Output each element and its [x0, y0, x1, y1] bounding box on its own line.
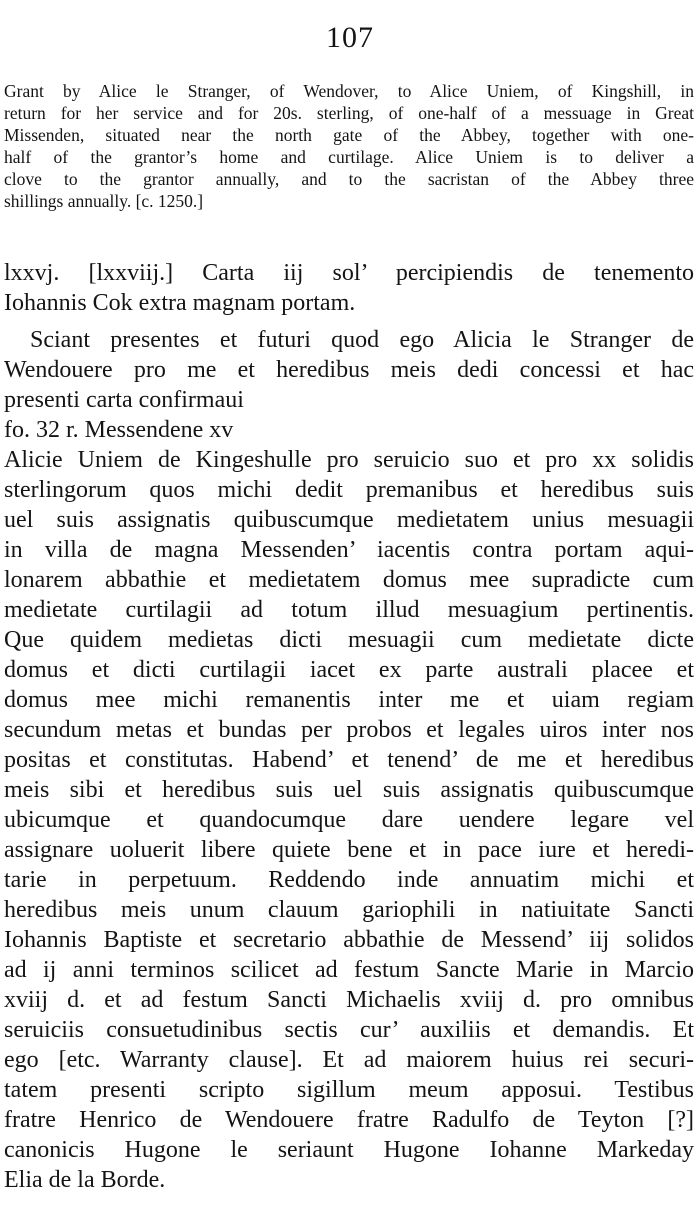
body-line: domus et dicti curtilagii iacet ex parte australi placee et — [4, 657, 694, 683]
summary-line: half of the grantor’s home and curtilage. Alice Uniem is to deliver a — [4, 147, 694, 167]
body-line: tatem presenti scripto sigillum meum apposui. Testibus — [4, 1077, 694, 1103]
charter-heading — [4, 258, 694, 318]
body-line: ad ij anni terminos scilicet ad festum Sancte Marie in Marcio — [4, 957, 694, 983]
charter-text — [4, 325, 694, 1195]
body-line: xviij d. et ad festum Sancti Michaelis xviij d. pro omnibus — [4, 987, 694, 1013]
body-line: fratre Henrico de Wendouere fratre Radulfo de Teyton [?] — [4, 1107, 694, 1133]
folio-marker: fo. 32 r. Messendene xv — [4, 417, 234, 443]
body-line: meis sibi et heredibus suis uel suis assignatis quibuscumque — [4, 777, 694, 803]
body-line: positas et constitutas. Habend’ et tenend’ de me et heredibus — [4, 747, 694, 773]
summary-line: Grant by Alice le Stranger, of Wendover, to Alice Uniem, of Kingshill, in — [4, 81, 694, 101]
body-line: seruiciis consuetudinibus sectis cur’ auxiliis et demandis. Et — [4, 1017, 694, 1043]
heading-line: Iohannis Cok extra magnam portam. — [4, 290, 356, 316]
body-line: Wendouere pro me et heredibus meis dedi concessi et hac — [4, 357, 694, 383]
body-line: lonarem abbathie et medietatem domus mee supradicte cum — [4, 567, 694, 593]
body-line: secundum metas et bundas per probos et legales uiros inter nos — [4, 717, 694, 743]
summary-paragraph — [4, 80, 694, 212]
body-line: Elia de la Borde. — [4, 1167, 166, 1193]
summary-line: return for her service and for 20s. sterling, of one-half of a messuage in Great — [4, 103, 694, 123]
body-line: Alicie Uniem de Kingeshulle pro seruicio suo et pro xx solidis — [4, 447, 694, 473]
body-line: uel suis assignatis quibuscumque medietatem unius mesuagii — [4, 507, 694, 533]
body-line: heredibus meis unum clauum gariophili in natiuitate Sancti — [4, 897, 694, 923]
body-line: Sciant presentes et futuri quod ego Alicia le Stranger de — [30, 327, 694, 353]
summary-line: Missenden, situated near the north gate of the Abbey, together with one- — [4, 125, 694, 145]
body-line: Iohannis Baptiste et secretario abbathie de Messend’ iij solidos — [4, 927, 694, 953]
summary-line: shillings annually. [c. 1250.] — [4, 191, 204, 211]
summary-line: clove to the grantor annually, and to the sacristan of the Abbey three — [4, 169, 694, 189]
body-line: tarie in perpetuum. Reddendo inde annuatim michi et — [4, 867, 694, 893]
body-line: ego [etc. Warranty clause]. Et ad maiorem huius rei securi- — [4, 1047, 694, 1073]
body-line: assignare uoluerit libere quiete bene et in pace iure et heredi- — [4, 837, 694, 863]
body-line: in villa de magna Messenden’ iacentis contra portam aqui- — [4, 537, 694, 563]
body-line: sterlingorum quos michi dedit premanibus et heredibus suis — [4, 477, 694, 503]
body-line: medietate curtilagii ad totum illud mesuagium pertinentis. — [4, 597, 694, 623]
body-line: ubicumque et quandocumque dare uendere legare vel — [4, 807, 694, 833]
heading-line: lxxvj. [lxxviij.] Carta iij sol’ percipiendis de tenemento — [4, 260, 694, 286]
body-line: domus mee michi remanentis inter me et uiam regiam — [4, 687, 694, 713]
body-line: Que quidem medietas dicti mesuagii cum medietate dicte — [4, 627, 694, 653]
page-number: 107 — [326, 21, 374, 54]
body-line: canonicis Hugone le seriaunt Hugone Iohanne Markeday — [4, 1137, 694, 1163]
body-line: presenti carta confirmaui — [4, 387, 244, 413]
